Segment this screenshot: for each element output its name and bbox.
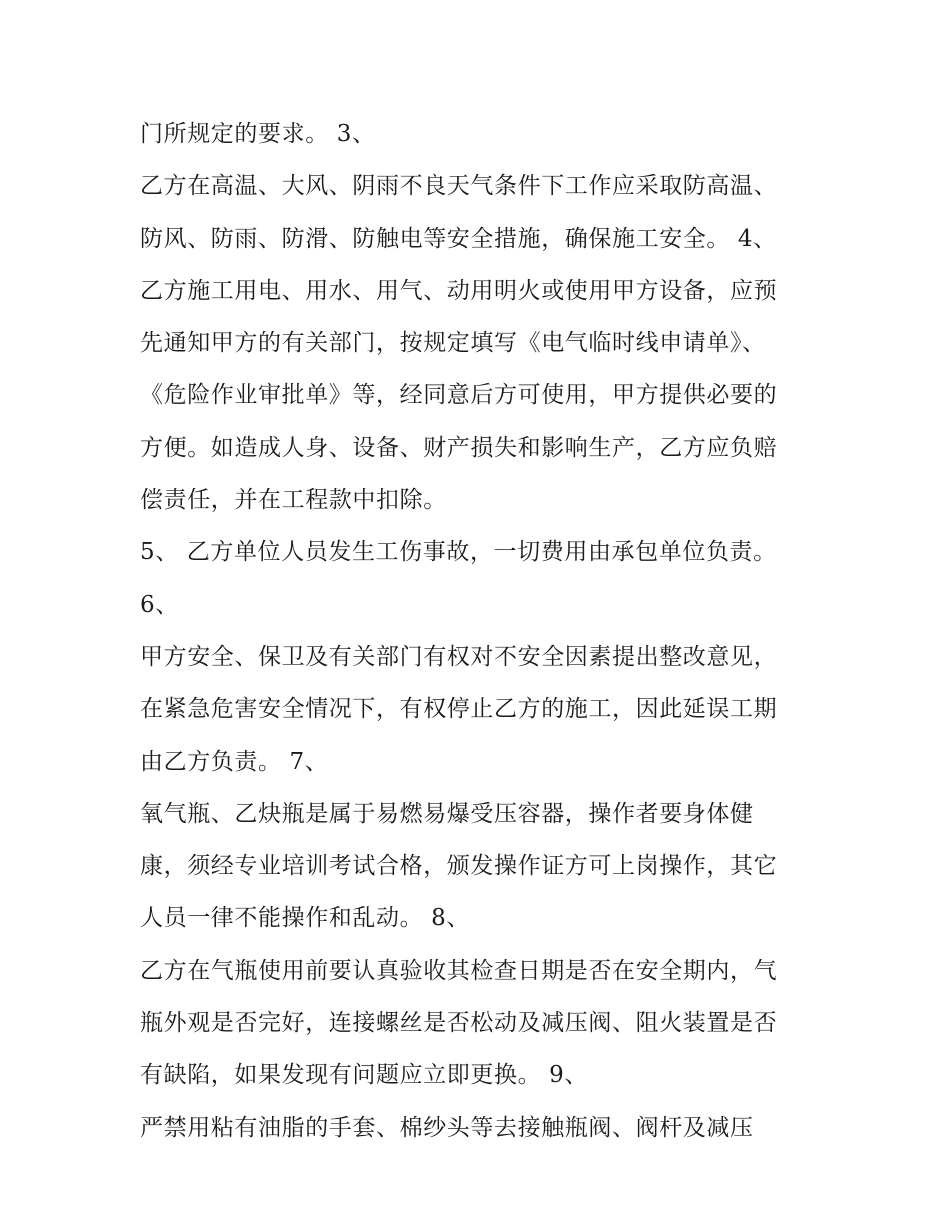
text-line: 乙方施工用电、用水、用气、动用明火或使用甲方设备，应预 bbox=[140, 277, 778, 304]
text-line: 由乙方负责。 7、 bbox=[140, 748, 329, 775]
text-line: 乙方在气瓶使用前要认真验收其检查日期是否在安全期内，气 bbox=[140, 957, 778, 984]
text-line: 严禁用粘有油脂的手套、棉纱头等去接触瓶阀、阀杆及减压 bbox=[140, 1114, 754, 1141]
text-line: 乙方在高温、大风、阴雨不良天气条件下工作应采取防高温、 bbox=[140, 173, 778, 200]
text-line: 方便。如造成人身、设备、财产损失和影响生产，乙方应负赔 bbox=[140, 434, 778, 461]
document-body bbox=[140, 108, 830, 1154]
text-line: 在紧急危害安全情况下，有权停止乙方的施工，因此延误工期 bbox=[140, 696, 778, 723]
text-line: 甲方安全、保卫及有关部门有权对不安全因素提出整改意见， bbox=[140, 643, 778, 670]
text-line: 门所规定的要求。 3、 bbox=[140, 121, 376, 147]
text-line: 偿责任，并在工程款中扣除。 bbox=[140, 487, 447, 514]
text-line: 康，须经专业培训考试合格，颁发操作证方可上岗操作，其它 bbox=[140, 853, 778, 880]
text-line: 氧气瓶、乙炔瓶是属于易燃易爆受压容器，操作者要身体健 bbox=[140, 800, 754, 827]
text-line: 人员一律不能操作和乱动。 8、 bbox=[140, 905, 470, 932]
text-line: 5、 乙方单位人员发生工伤事故，一切费用由承包单位负责。 bbox=[140, 539, 777, 566]
text-line: 6、 bbox=[140, 591, 179, 618]
text-line: 《危险作业审批单》等，经同意后方可使用，甲方提供必要的 bbox=[140, 382, 778, 409]
text-line: 先通知甲方的有关部门，按规定填写《电气临时线申请单》、 bbox=[140, 330, 766, 357]
text-line: 瓶外观是否完好，连接螺丝是否松动及减压阀、阻火装置是否 bbox=[140, 1010, 778, 1037]
text-line: 有缺陷，如果发现有问题应立即更换。 9、 bbox=[140, 1062, 588, 1089]
text-line: 防风、防雨、防滑、防触电等安全措施，确保施工安全。 4、 bbox=[140, 225, 777, 252]
